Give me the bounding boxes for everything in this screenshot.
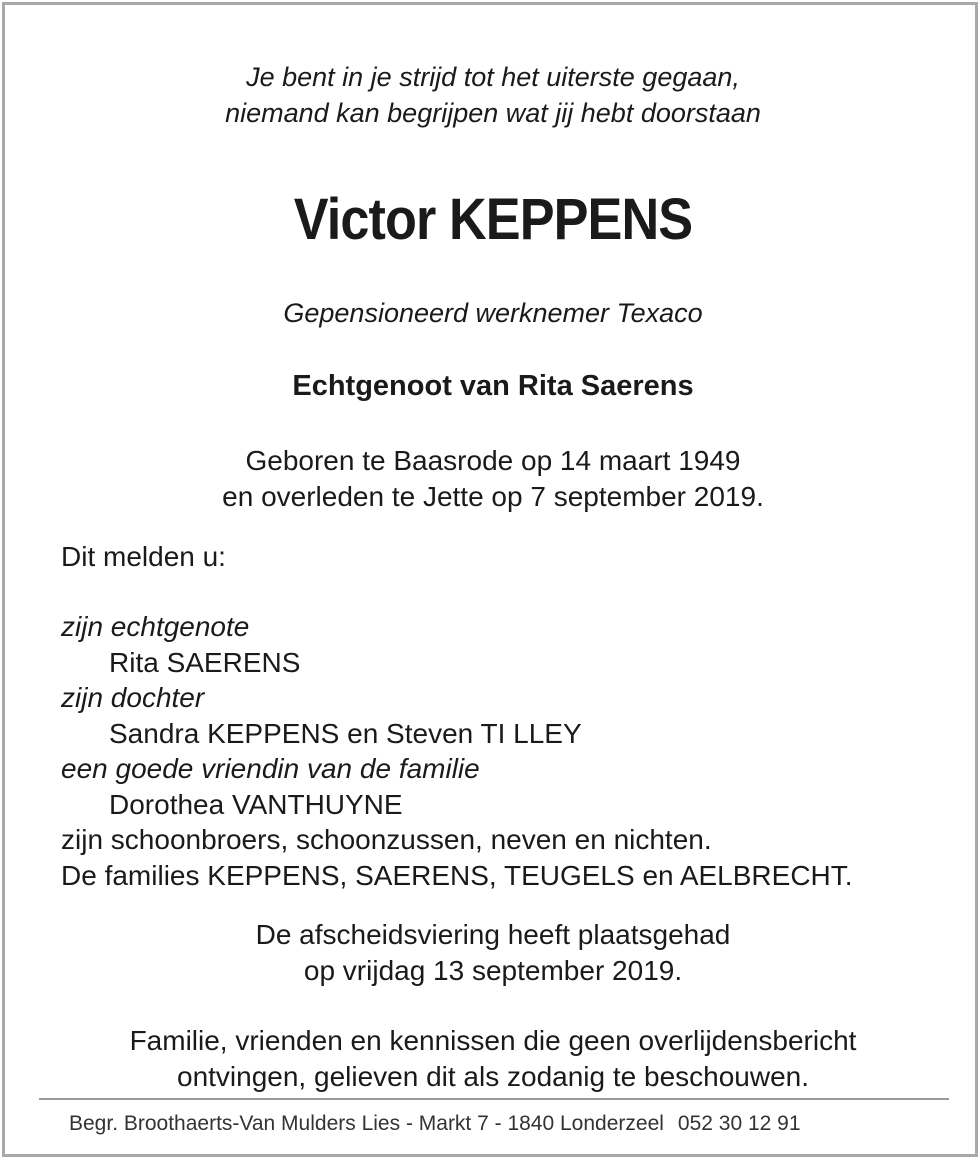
poem-line-1: Je bent in je strijd tot het uiterste gegaan, bbox=[246, 62, 740, 92]
spouse-line: Echtgenoot van Rita Saerens bbox=[292, 370, 694, 402]
undertaker-phone: 052 30 12 91 bbox=[677, 1112, 801, 1135]
obituary-card bbox=[2, 2, 978, 1157]
family-relation: zijn dochter bbox=[61, 682, 205, 713]
family-list bbox=[61, 609, 853, 893]
family-person: Sandra KEPPENS en Steven TI LLEY bbox=[109, 717, 582, 749]
profession: Gepensioneerd werknemer Texaco bbox=[283, 298, 703, 328]
footer bbox=[69, 1110, 801, 1138]
life-dates bbox=[5, 443, 980, 515]
family-person: Rita SAERENS bbox=[109, 646, 301, 678]
family-relation: een goede vriendin van de familie bbox=[61, 753, 480, 784]
family-relation: zijn echtgenote bbox=[61, 611, 250, 642]
footer-divider bbox=[39, 1098, 949, 1100]
announcement: Dit melden u: bbox=[61, 541, 226, 572]
notice-line-1: Familie, vrienden en kennissen die geen overlijdensbericht bbox=[129, 1025, 857, 1056]
family-line: zijn schoonbroers, schoonzussen, neven en nichten. bbox=[61, 824, 712, 855]
poem-line-2: niemand kan begrijpen wat jij hebt doorstaan bbox=[225, 98, 761, 128]
poem bbox=[5, 59, 980, 131]
ceremony-line-1: De afscheidsviering heeft plaatsgehad bbox=[255, 919, 731, 950]
family-line: De families KEPPENS, SAERENS, TEUGELS en AELBRECHT. bbox=[61, 859, 853, 891]
notice-line-2: ontvingen, gelieven dit als zodanig te beschouwen. bbox=[177, 1061, 809, 1092]
ceremony-info bbox=[5, 917, 980, 989]
undertaker-address: Begr. Broothaerts-Van Mulders Lies - Markt 7 - 1840 Londerzeel bbox=[69, 1112, 664, 1135]
notice bbox=[5, 1023, 980, 1095]
birth-line: Geboren te Baasrode op 14 maart 1949 bbox=[245, 445, 741, 476]
deceased-name: Victor KEPPENS bbox=[293, 187, 693, 252]
ceremony-line-2: op vrijdag 13 september 2019. bbox=[303, 955, 683, 986]
death-line: en overleden te Jette op 7 september 2019. bbox=[222, 481, 764, 512]
family-person: Dorothea VANTHUYNE bbox=[109, 788, 403, 820]
